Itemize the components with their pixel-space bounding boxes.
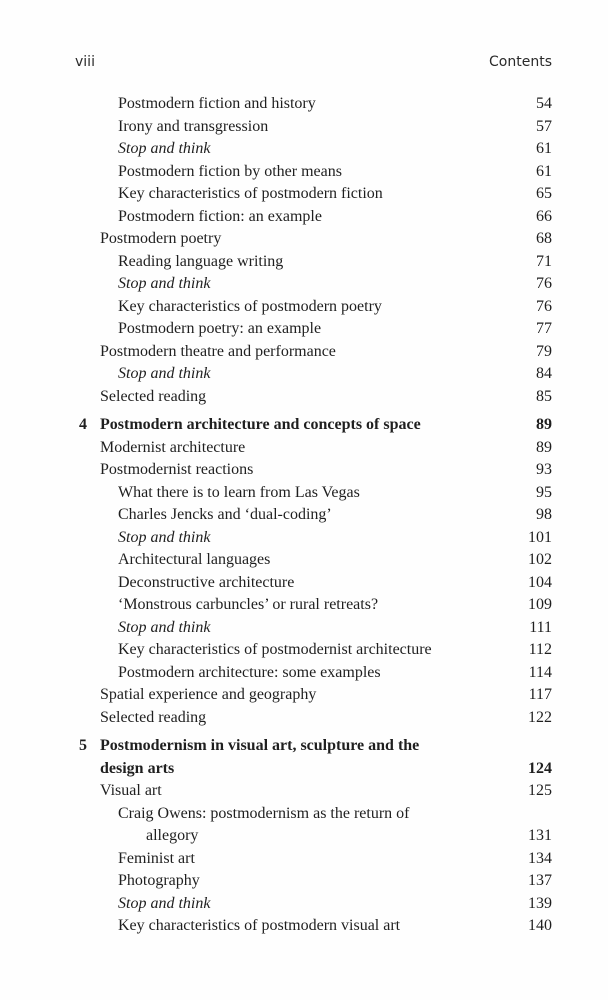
toc-entry [75,915,552,938]
toc-entry [75,437,552,460]
toc-page-number: 125 [528,782,552,799]
toc-entry-title-text: Key characteristics of postmodern visual art [118,917,401,934]
toc-entry-title [118,572,552,595]
toc-page-number: 77 [536,320,552,337]
running-head [75,54,552,76]
toc-entry-title-continuation: design arts [100,759,175,777]
toc-page-number: 124 [528,759,552,777]
toc-entry-title [118,363,552,386]
toc-entry-title-text: Feminist art [118,849,195,867]
toc-entry-title [100,228,552,251]
toc-entry [75,183,552,206]
toc-entry-title-text: Postmodernist reactions [100,461,254,478]
toc-entry-title [118,617,552,640]
toc-entry [75,363,552,386]
toc-entry-title [118,183,552,206]
toc-entry-title-text: Key characteristics of postmodern poetry [118,297,382,315]
toc-entry-title-continuation: allegory [146,827,199,844]
toc-entry-title [100,341,552,364]
toc-entry-title-text: Craig Owens: postmodernism as the return of [118,804,410,822]
toc-page-number: 101 [528,528,552,546]
toc-entry-title [118,318,552,341]
page-number-label: viii [75,54,95,70]
toc-entry-title [118,870,552,893]
toc-entry-title-text: Selected reading [100,708,207,726]
toc-entry-title [118,251,552,274]
toc-entry-title-text: Postmodern architecture and concepts of space [100,416,421,433]
toc-entry-title-text: ‘Monstrous carbuncles’ or rural retreats? [118,596,379,613]
toc-entry-title [118,803,552,848]
toc-entry-title-text: Stop and think [118,365,211,382]
toc-page-number: 134 [528,849,552,867]
toc-entry [75,639,552,662]
toc-entry-title-text: Stop and think [118,618,211,636]
toc-entry [75,684,552,707]
toc-page-number: 111 [529,618,552,636]
toc-entry-title-text: Postmodernism in visual art, sculpture and the [100,737,420,754]
toc-entry [75,251,552,274]
toc-page-number: 114 [528,663,552,681]
toc-entry-title-text: What there is to learn from Las Vegas [118,483,360,501]
toc-entry-title-text: Postmodern fiction: an example [118,207,322,225]
toc-entry [75,459,552,482]
toc-entry [75,662,552,685]
toc-page-number: 93 [536,461,552,478]
toc-entry-title-text: Modernist architecture [100,438,246,456]
toc-entry [75,206,552,229]
toc-entry [75,93,552,116]
toc-entry [75,549,552,572]
toc-entry-title [118,915,552,938]
toc-entry [75,504,552,527]
toc-entry [75,161,552,184]
toc-entry-title-text: Selected reading [100,387,207,405]
toc-entry [75,482,552,505]
toc-entry-title [118,639,552,662]
toc-entry [75,780,552,803]
toc-entry-title [118,594,552,617]
toc-entry-title [100,414,552,437]
toc-entry-title [118,273,552,296]
toc-entry [75,707,552,730]
toc-entry-title [118,206,552,229]
toc-entry-title-text: Postmodern architecture: some examples [118,663,381,681]
toc-entry-title [118,549,552,572]
toc-entry-title-text: Postmodern fiction by other means [118,162,342,180]
toc-page-number: 71 [536,252,552,270]
toc-entry [75,116,552,139]
toc-chapter-entry [75,735,552,780]
toc-page-number: 76 [536,297,552,315]
toc-entry [75,318,552,341]
toc-entry-title-text: Deconstructive architecture [118,573,295,591]
toc-entry-title [118,504,552,527]
toc-entry [75,273,552,296]
toc-entry-title-text: Irony and transgression [118,117,269,135]
toc-entry-title [100,707,552,730]
toc-entry-title [118,161,552,184]
toc-entry-title [118,893,552,916]
toc-entry-title [118,482,552,505]
toc-entry [75,341,552,364]
toc-page-number: 65 [536,185,552,202]
toc-page-number: 117 [528,686,552,703]
toc-page-number: 102 [528,551,552,568]
toc-entry-title-text: Architectural languages [118,551,271,568]
toc-entry [75,848,552,871]
toc-entry-title [118,296,552,319]
toc-entry-title [118,848,552,871]
toc-entry-title [100,459,552,482]
toc-page-number: 66 [536,207,552,225]
chapter-number: 5 [79,737,87,754]
toc-entry-title-text: Reading language writing [118,252,284,270]
toc-entry-title-text: Key characteristics of postmodernist architecture [118,641,432,658]
toc-page-number: 89 [536,416,552,433]
toc-entry-title-text: Stop and think [118,275,211,292]
toc-entry-title-text: Postmodern poetry: an example [118,320,322,337]
toc-entry-title [100,684,552,707]
toc-page-number: 57 [536,117,552,135]
section-label: Contents [489,54,552,70]
toc-entry-title-text: Charles Jencks and ‘dual-coding’ [118,506,332,523]
toc-entry-title-text: Visual art [100,782,162,799]
toc-entry-title [118,527,552,550]
toc-page-number: 140 [528,917,552,934]
chapter-number: 4 [79,416,87,433]
toc-entry-title-text: Key characteristics of postmodern fiction [118,185,383,202]
toc-entry [75,138,552,161]
toc-entry [75,527,552,550]
toc-chapter-entry [75,414,552,437]
toc-page-number: 76 [536,275,552,292]
toc-entry-title-text: Spatial experience and geography [100,686,317,703]
toc-entry-title [100,735,552,780]
toc-entry-title [100,386,552,409]
toc-entry-title [118,662,552,685]
toc-entry-title-text: Stop and think [118,894,211,912]
toc-entry-title-text: Photography [118,872,200,889]
toc-page-number: 68 [536,230,552,247]
toc-page-number: 79 [536,342,552,360]
toc-page-number: 89 [536,438,552,456]
toc-page-number: 98 [536,506,552,523]
toc-entry-title-text: Stop and think [118,528,211,546]
toc-page-number: 95 [536,483,552,501]
toc-page-number: 137 [528,872,552,889]
toc-entry [75,572,552,595]
toc-entry [75,594,552,617]
toc-page-number: 139 [528,894,552,912]
table-of-contents [75,93,552,938]
toc-entry [75,296,552,319]
toc-page-number: 54 [536,95,552,112]
toc-entry-title [118,116,552,139]
toc-entry-title [118,138,552,161]
toc-page-number: 122 [528,708,552,726]
toc-entry [75,893,552,916]
toc-page-number: 84 [536,365,552,382]
toc-page-number: 131 [528,827,552,844]
toc-entry-title-text: Stop and think [118,140,211,157]
toc-entry [75,870,552,893]
toc-entry-title-text: Postmodern theatre and performance [100,342,336,360]
toc-page-number: 109 [528,596,552,613]
toc-entry-title-text: Postmodern poetry [100,230,222,247]
toc-entry-title [118,93,552,116]
toc-entry [75,386,552,409]
toc-page-number: 104 [528,573,552,591]
toc-entry-title [100,437,552,460]
toc-page-number: 61 [536,140,552,157]
toc-entry [75,617,552,640]
toc-entry-title-text: Postmodern fiction and history [118,95,316,112]
toc-entry-title [100,780,552,803]
toc-entry [75,803,552,848]
toc-page-number: 85 [536,387,552,405]
toc-page-number: 61 [536,162,552,180]
toc-entry [75,228,552,251]
toc-page-number: 112 [528,641,552,658]
